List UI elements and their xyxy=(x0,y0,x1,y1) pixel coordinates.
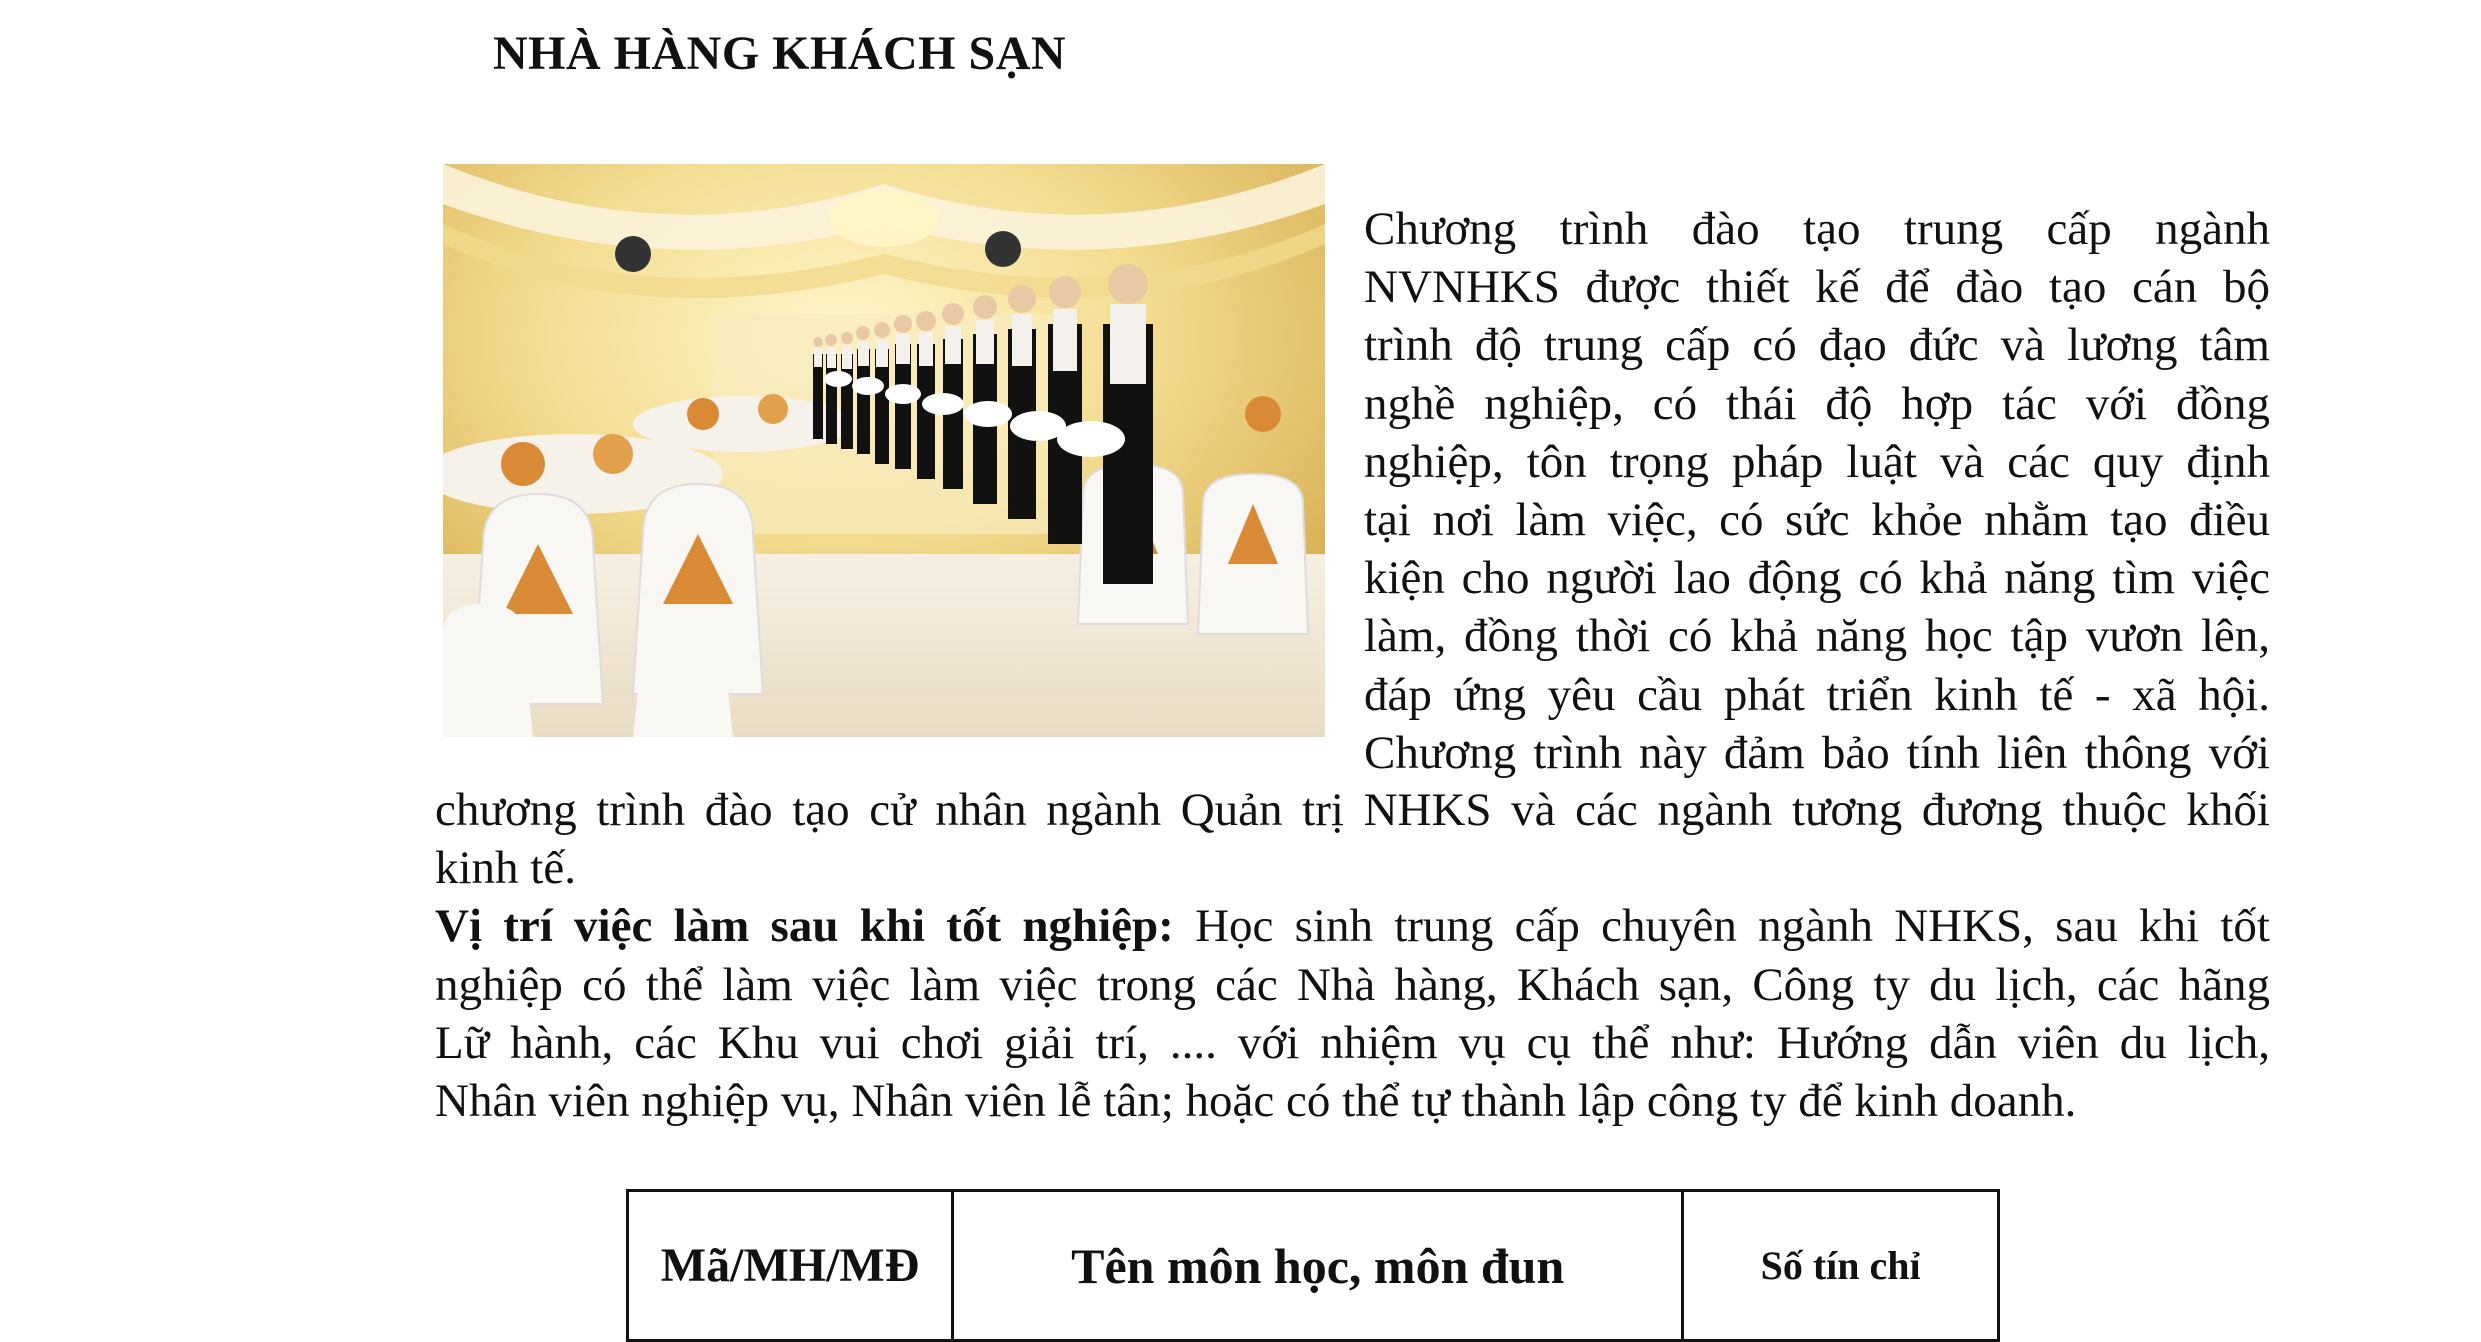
column-header-name: Tên môn học, môn đun xyxy=(953,1191,1683,1341)
body-paragraphs xyxy=(435,781,2270,1130)
intro-line: đáp ứng yêu cầu phát triển kinh tế - xã hội. xyxy=(1364,668,2270,721)
column-header-code: Mã/MH/MĐ xyxy=(628,1191,953,1341)
intro-line: nghiệp, tôn trọng pháp luật và các quy định xyxy=(1364,435,2270,488)
intro-line: làm, đồng thời có khả năng học tập vươn lên, xyxy=(1364,610,2270,663)
intro-line: Chương trình này đảm bảo tính liên thông với xyxy=(1364,726,2270,779)
intro-paragraph xyxy=(1364,200,2270,782)
intro-line: NVNHKS được thiết kế để đào tạo cán bộ xyxy=(1364,261,2270,314)
intro-line: tại nơi làm việc, có sức khỏe nhằm tạo điều xyxy=(1364,493,2270,546)
intro-continued-line: kinh tế. xyxy=(435,842,576,895)
page-heading: NHÀ HÀNG KHÁCH SẠN xyxy=(493,27,1067,80)
intro-line: Chương trình đào tạo trung cấp ngành xyxy=(1364,203,2270,255)
jobs-line: Lữ hành, các Khu vui chơi giải trí, .... với nhiệm vụ cụ thể như: Hướng dẫn viên du lịch, xyxy=(435,1016,2270,1069)
intro-line: nghề nghiệp, có thái độ hợp tác với đồng xyxy=(1364,377,2270,430)
jobs-first-line xyxy=(435,897,2270,955)
column-header-credits: Số tín chỉ xyxy=(1683,1191,1999,1341)
intro-line: trình độ trung cấp có đạo đức và lương tâm xyxy=(1364,319,2270,372)
jobs-label: Vị trí việc làm sau khi tốt nghiệp: xyxy=(435,900,1174,953)
jobs-first-text: Học sinh trung cấp chuyên ngành NHKS, sau khi tốt xyxy=(1173,900,2270,953)
jobs-line: Nhân viên nghiệp vụ, Nhân viên lễ tân; hoặc có thể tự thành lập công ty để kinh doanh. xyxy=(435,1074,2077,1127)
intro-line: kiện cho người lao động có khả năng tìm việc xyxy=(1364,552,2270,605)
banquet-hall-photo xyxy=(443,164,1325,737)
jobs-line: nghiệp có thể làm việc làm việc trong các Nhà hàng, Khách sạn, Công ty du lịch, các hãng xyxy=(435,958,2270,1011)
intro-continued-line: chương trình đào tạo cử nhân ngành Quản trị NHKS và các ngành tương đương thuộc khối xyxy=(435,784,2270,836)
table-header-row xyxy=(628,1191,1999,1341)
course-table xyxy=(626,1189,2000,1342)
